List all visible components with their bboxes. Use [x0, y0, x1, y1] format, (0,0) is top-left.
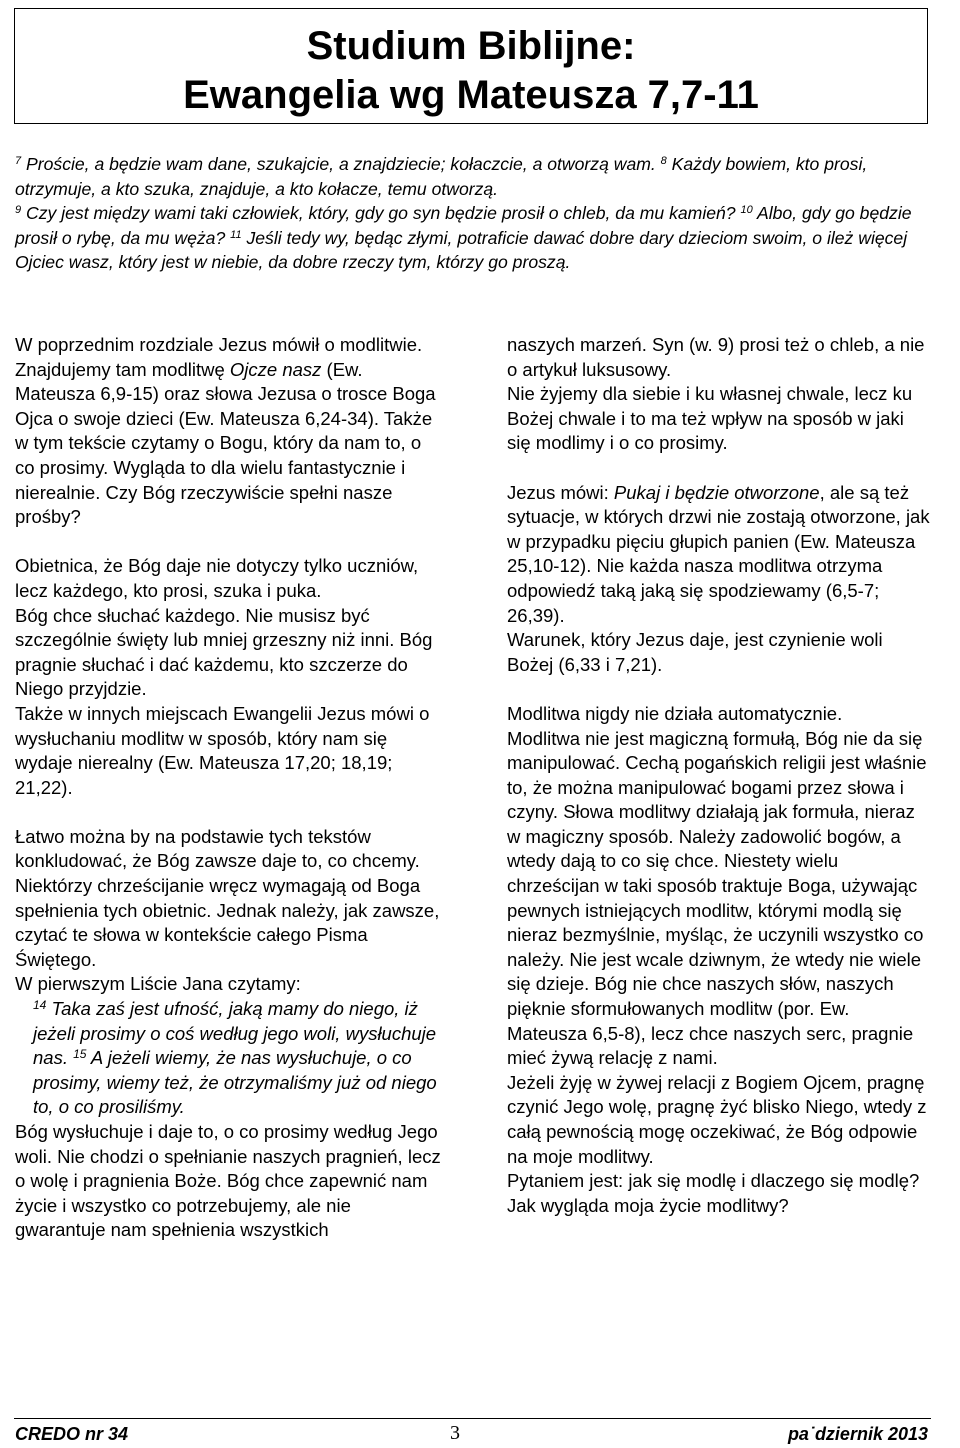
footer-divider — [14, 1418, 931, 1419]
verse-number: 15 — [73, 1047, 87, 1062]
paragraph: Modlitwa nigdy nie działa automatycznie. — [507, 702, 843, 724]
paragraph — [507, 481, 932, 629]
page-title-line-1: Studium Biblijne: — [306, 24, 636, 68]
verse-text: Każdy bowiem, kto prosi, otrzymuje, a kto szuka, znajduje, a kto kołacze, temu otworzą. — [15, 154, 868, 199]
footer-publication: CREDO nr 34 — [15, 1424, 129, 1444]
paragraph: Bóg wysłuchuje i daje to, o co prosimy według Jego woli. Nie chodzi o spełnianie naszych pragnień, lecz o wolę i pragnienia Boże. Bóg chce zapewnić nam życie i wszystko co potrzebujemy, ale nie gwarantuje nam spełnienia wszystkich — [15, 1121, 441, 1241]
verse-text: Proście, a będzie wam dane, szukajcie, a znajdziecie; kołaczcie, a otworzą wam. — [21, 154, 661, 174]
quote-text: Taka zaś jest ufność, jaką mamy do niego, iż jeżeli prosimy o coś według jego woli, wysłuchuje nas. — [33, 998, 437, 1069]
footer-date: pa˙dziernik 2013 — [787, 1424, 928, 1444]
text: Jezus mówi: — [507, 481, 614, 503]
emphasis: Ojcze nasz — [229, 358, 322, 380]
text: (Ew. Mateusza 6,9-15) oraz słowa Jezusa o trosce Boga Ojca o swoje dzieci (Ew. Mateusza 6,24-34). Także w tym tekście czytamy o Bogu, który da nam to, o co prosimy. Wygląda to dla wielu fantastycznie i nierealnie. Czy Bóg rzeczywiście spełni nasze prośby? — [15, 358, 436, 528]
left-column — [15, 333, 445, 1243]
verse-text: Albo, gdy go będzie prosił o rybę, da mu węża? — [15, 203, 912, 248]
paragraph: W pierwszym Liście Jana czytamy: — [15, 973, 301, 995]
paragraph: Łatwo można by na podstawie tych tekstów konkludować, że Bóg zawsze daje to, co chcemy. Niektórzy chrześcijanie wręcz wymagają od Boga spełnienia tych obietnic. Jednak należy, jak zawsze, czytać te słowa w kontekście całego Pisma Świętego. — [15, 825, 440, 970]
verse-number: 7 — [15, 154, 22, 167]
verse-number: 8 — [660, 154, 667, 167]
verse-number: 11 — [230, 228, 242, 241]
paragraph: naszych marzeń. Syn (w. 9) prosi też o chleb, a nie o artykuł luksusowy. — [507, 334, 925, 380]
page-number: 3 — [450, 1422, 460, 1444]
paragraph — [15, 333, 445, 530]
paragraph: Nie żyjemy dla siebie i ku własnej chwale, lecz ku Bożej chwale i to ma też wpływ na sposób w jaki się modlimy i o co prosimy. — [507, 383, 913, 454]
paragraph: Bóg chce słuchać każdego. Nie musisz być szczególnie święty lub mniej grzeszny niż inni. Bóg pragnie słuchać i dać każdemu, kto szczerze do Niego przyjdzie. — [15, 604, 433, 700]
verse-number: 9 — [15, 203, 22, 216]
verse-text: Czy jest między wami taki człowiek, który, gdy go syn będzie prosił o chleb, da mu kamień? — [21, 203, 741, 223]
title-box — [14, 8, 928, 124]
paragraph: Pytaniem jest: jak się modlę i dlaczego się modlę? Jak wygląda moja życie modlitwy? — [507, 1170, 920, 1216]
right-column — [507, 333, 932, 1218]
verse-number: 10 — [740, 203, 753, 216]
paragraph: Obietnica, że Bóg daje nie dotyczy tylko uczniów, lecz każdego, kto prosi, szuka i puka. — [15, 555, 419, 601]
page-title-line-2: Ewangelia wg Mateusza 7,7-11 — [183, 73, 759, 117]
quote-text: A jeżeli wiemy, że nas wysłuchuje, o co prosimy, wiemy też, że otrzymaliśmy już od niego to, o co prosiliśmy. — [33, 1047, 437, 1118]
verse-number: 14 — [33, 998, 47, 1013]
paragraph: Także w innych miejscach Ewangelii Jezus mówi o wysłuchaniu modlitw w sposób, który nam się wydaje nierealny (Ew. Mateusza 17,20; 18,19; 21,22). — [15, 702, 430, 798]
scripture-passage — [15, 152, 930, 275]
scripture-quote — [15, 997, 445, 1120]
paragraph: Warunek, który Jezus daje, jest czynienie woli Bożej (6,33 i 7,21). — [507, 629, 883, 675]
paragraph: Modlitwa nie jest magiczną formułą, Bóg nie da się manipulować. Cechą pogańskich religii jest właśnie to, że można manipulować bogami przez słowa i czyny. Słowa modlitwy działają jak formuła, nieraz w magiczny sposób. Należy zadowolić bogów, a wtedy dają to co się chce. Niestety wielu chrześcijan w taki sposób traktuje Boga, używając pewnych istniejących modlitw, którymi modlą się nieraz bezmyślnie, myśląc, że uczynili wszystko co należy. Nie jest wcale dziwnym, że wtedy nie wiele się dzieje. Bóg nie chce naszych słów, naszych pięknie sformułowanych modlitw (por. Ew. Mateusza 6,5-8), lecz chce naszych serc, pragnie mieć żywą relację z nami. — [507, 727, 927, 1069]
text: W poprzednim rozdziale Jezus mówił o modlitwie. Znajdujemy tam modlitwę — [15, 334, 423, 380]
paragraph: Jeżeli żyję w żywej relacji z Bogiem Ojcem, pragnę czynić Jego wolę, pragnę żyć blisko Niego, wtedy z całą pewnością mogę oczekiwać, że Bóg odpowie na moje modlitwy. — [507, 1071, 927, 1167]
text: , ale są też sytuacje, w których drzwi nie zostają otworzone, jak w przypadku pięciu głupich panien (Ew. Mateusza 25,10-12). Nie każda nasza modlitwa otrzyma odpowiedź taką jaką się spodziewamy (6,5-7; 26,39). — [507, 481, 930, 626]
emphasis: Pukaj i będzie otworzone — [613, 481, 820, 503]
verse-text: Jeśli tedy wy, będąc złymi, potraficie dawać dobre dary dzieciom swoim, o ileż więcej Ojciec wasz, który jest w niebie, da dobre rzeczy tym, którzy go proszą. — [15, 227, 908, 272]
